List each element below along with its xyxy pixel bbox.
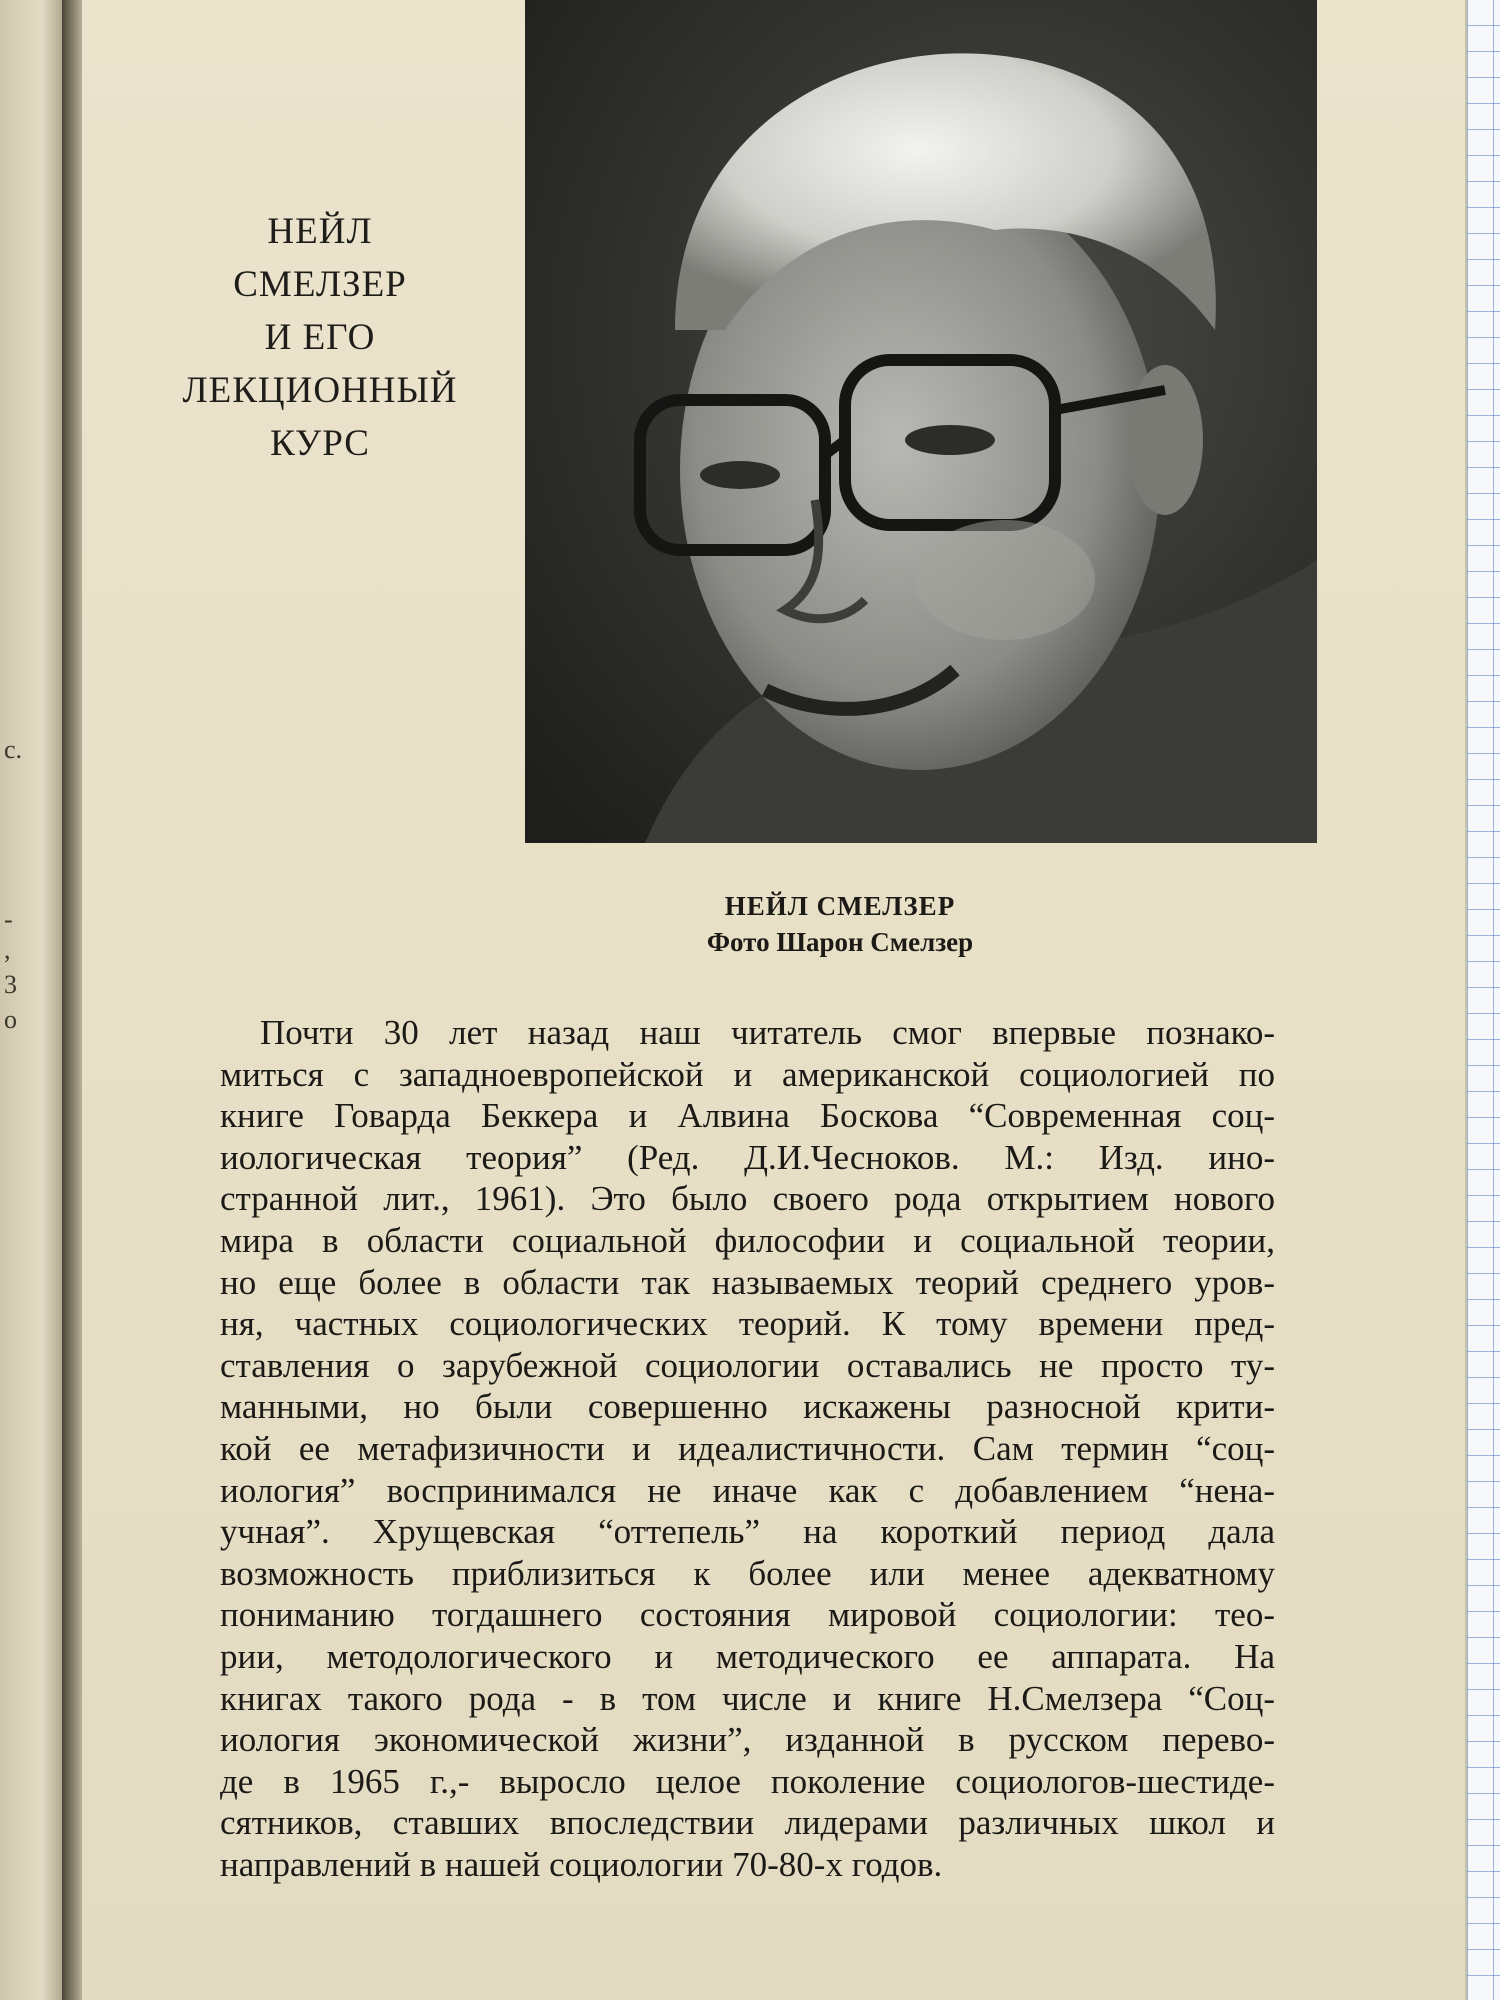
paragraph-line: направлений в нашей социологии 70-80-х годов. [220, 1844, 943, 1884]
left-page-fragment: , [4, 935, 11, 964]
graph-paper-strip [1465, 0, 1500, 2000]
left-page-fragment: c. [4, 735, 23, 764]
paragraph-line: книгах такого рода - в том числе и книге Н.Смелзера “Соц- [220, 1678, 1275, 1718]
left-page-fragments [0, 0, 62, 2000]
body-paragraph [220, 1012, 1275, 1885]
paragraph-line: иология” воспринимался не иначе как с добавлением “нена- [220, 1470, 1275, 1510]
paragraph-line: иология экономической жизни”, изданной в русском перево- [220, 1720, 1275, 1760]
portrait-photo [525, 0, 1317, 843]
paragraph-line: возможность приблизиться к более или менее адекватному [220, 1553, 1275, 1593]
left-page-fragment: - [4, 905, 13, 934]
paragraph-line: иологическая теория” (Ред. Д.И.Чесноков. М.: Изд. ино- [220, 1137, 1275, 1177]
title-line: НЕЙЛ [267, 211, 373, 252]
chapter-title [140, 205, 500, 470]
caption-credit: Фото Шарон Смелзер [706, 927, 974, 957]
left-page-fragment: o [4, 1005, 17, 1034]
paragraph-line: мира в области социальной философии и социальной теории, [220, 1220, 1275, 1260]
paragraph-line: сятников, ставших впоследствии лидерами различных школ и [220, 1803, 1275, 1843]
paragraph-line: ня, частных социологических теорий. К тому времени пред- [220, 1304, 1275, 1344]
paragraph-line: манными, но были совершенно искажены разносной крити- [220, 1387, 1275, 1427]
caption-name: НЕЙЛ СМЕЛЗЕР [724, 891, 956, 921]
paragraph-line: ставления о зарубежной социологии оставались не просто ту- [220, 1345, 1275, 1385]
paragraph-line: миться с западноевропейской и американской социологией по [220, 1054, 1275, 1094]
title-line: ЛЕКЦИОННЫЙ [182, 370, 458, 411]
portrait-photo-icon [525, 0, 1317, 843]
paragraph-line: кой ее метафизичности и идеалистичности. Сам термин “соц- [220, 1428, 1275, 1468]
paragraph-line: но еще более в области так называемых теорий среднего уров- [220, 1262, 1275, 1302]
title-line: КУРС [270, 423, 370, 464]
photo-caption [560, 888, 1120, 960]
paragraph-line: де в 1965 г.,- выросло целое поколение социологов-шестиде- [220, 1761, 1275, 1801]
paragraph-line: Почти 30 лет назад наш читатель смог впервые познако- [260, 1013, 1275, 1052]
paragraph-line: пониманию тогдашнего состояния мировой социологии: тео- [220, 1595, 1275, 1635]
paragraph-line: книге Говарда Беккера и Алвина Боскова “Современная соц- [220, 1096, 1275, 1136]
paragraph-line: учная”. Хрущевская “оттепель” на короткий период дала [220, 1512, 1275, 1552]
title-line: СМЕЛЗЕР [233, 264, 407, 305]
paragraph-line: странной лит., 1961). Это было своего рода открытием нового [220, 1179, 1275, 1219]
title-line: И ЕГО [264, 317, 376, 358]
left-page-fragment: 3 [4, 970, 17, 999]
paragraph-line: рии, методологического и методического ее аппарата. На [220, 1636, 1275, 1676]
